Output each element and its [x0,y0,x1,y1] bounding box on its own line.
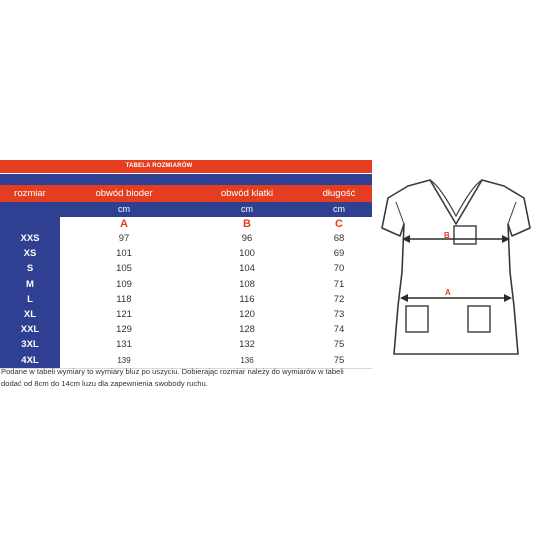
table-row [0,337,372,352]
cell-length: 71 [333,278,345,290]
title-band [0,173,372,185]
cell-hips: 129 [116,324,132,336]
cell-hips: 97 [118,233,130,244]
cell-hips: 101 [116,248,132,260]
note-line-2: dodać od 8cm do 14cm luzu dla zapewnienia swobody ruchu. [1,378,208,388]
note-line-1: Podane w tabeli wymiary to wymiary bluz po uszyciu. Dobierając rozmiar należy do wymiarów w tabeli [1,367,344,376]
table-row [0,307,372,322]
cell-length: 68 [333,233,345,244]
cell-hips: 131 [116,339,132,351]
cell-size: XL [0,307,60,322]
cell-hips: 105 [116,263,132,275]
unit-size [0,202,60,217]
cell-size: XXS [0,231,60,246]
cell-length: 70 [333,263,345,275]
cell-length: 75 [333,354,345,366]
cell-size: XS [0,246,60,261]
units-row [0,202,372,217]
cell-chest: 120 [239,308,255,320]
size-note [1,366,381,389]
cell-length: 72 [333,293,345,305]
cell-length: 74 [333,324,345,336]
cell-size: 3XL [0,337,60,352]
cell-size: 4XL [0,353,60,368]
cell-size: M [0,277,60,292]
cell-chest: 132 [239,339,255,351]
table-title: TABELA ROZMIARÓW [125,163,193,169]
header-length: długość [322,188,356,199]
cell-size: XXL [0,322,60,337]
cell-length: 73 [333,308,345,320]
header-size: rozmiar [14,188,46,199]
measure-a-label: A [445,288,451,297]
cell-size: S [0,261,60,276]
cell-chest: 104 [239,263,255,275]
cell-hips: 139 [117,355,131,365]
unit-length: cm [333,204,345,214]
letter-chest: B [243,218,251,230]
cell-chest: 100 [239,248,255,260]
table-row [0,292,372,307]
table-row [0,277,372,292]
table-row [0,322,372,337]
cell-chest: 108 [239,278,255,290]
garment-outline [382,180,530,354]
table-row [0,261,372,276]
letter-size [0,217,60,231]
measure-b-label: B [444,231,450,240]
letter-hips: A [120,218,128,230]
cell-chest: 136 [240,355,254,365]
table-title-bar [0,160,372,173]
unit-chest: cm [241,204,253,214]
header-hips: obwód bioder [95,188,153,199]
cell-chest: 116 [239,293,255,305]
header-row [0,185,372,202]
scrub-top-diagram [378,176,538,366]
table-row [0,231,372,246]
cell-length: 75 [333,339,345,351]
cell-chest: 128 [239,324,255,336]
cell-hips: 118 [116,293,132,305]
header-chest: obwód klatki [220,188,274,199]
letter-length: C [335,218,343,230]
unit-hips: cm [118,204,130,214]
cell-length: 69 [333,248,345,260]
cell-size: L [0,292,60,307]
table-body [0,231,372,369]
cell-hips: 121 [116,308,132,320]
letters-row [0,217,372,231]
size-table [0,160,372,369]
cell-hips: 109 [116,278,132,290]
cell-chest: 96 [241,233,253,244]
table-row [0,246,372,261]
